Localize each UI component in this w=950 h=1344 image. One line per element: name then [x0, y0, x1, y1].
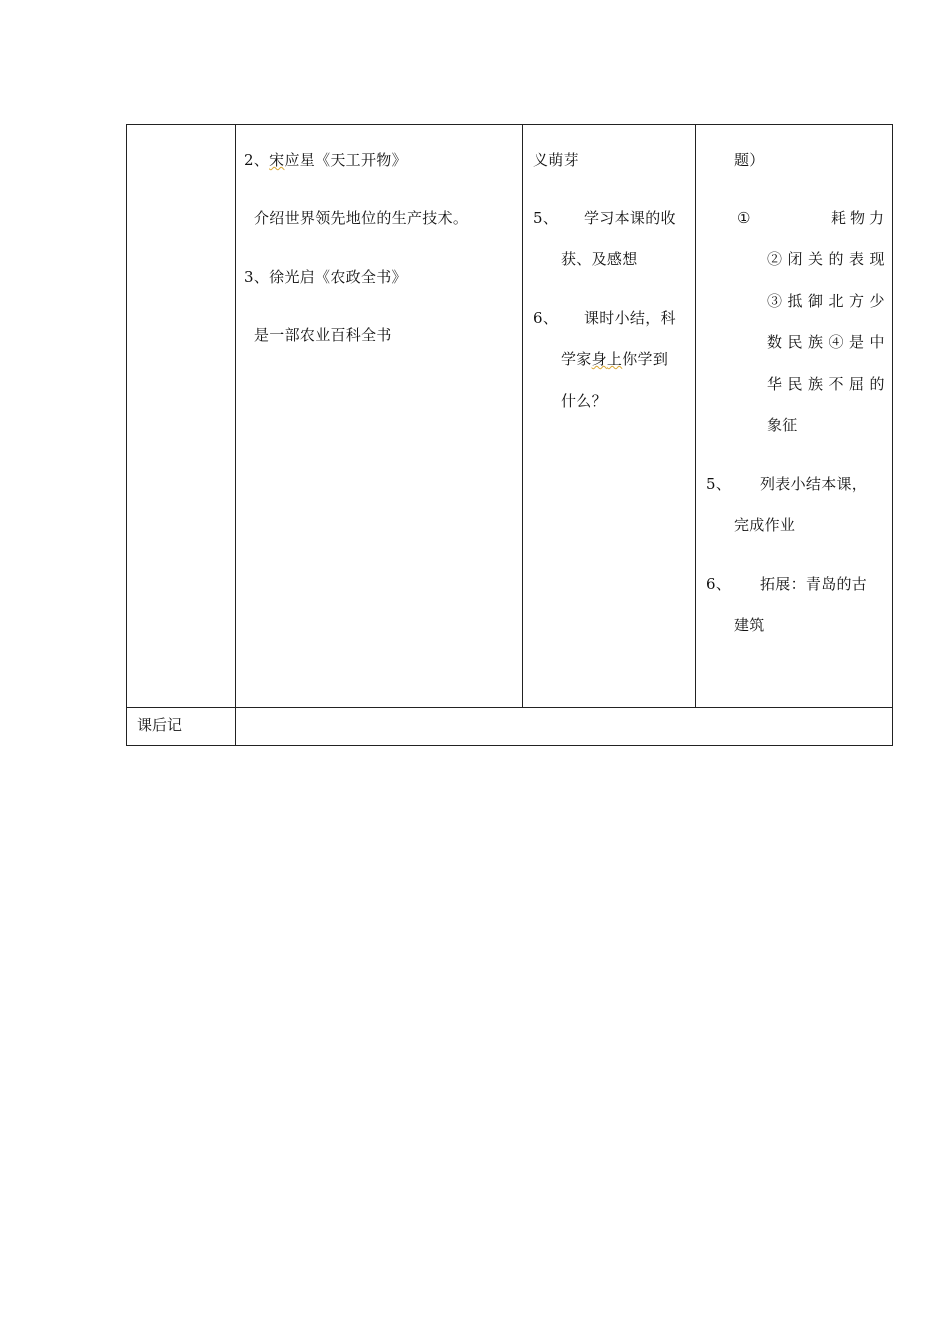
item-2: [244, 150, 407, 170]
item-6-text-end: 什么？: [561, 392, 607, 410]
text-run: 你学到: [622, 350, 669, 368]
continued-text: 题）: [734, 151, 765, 169]
continued-text: 义萌芽: [533, 151, 579, 169]
item-3: 3、徐光启《农政全书》: [244, 268, 407, 286]
circled-2-line: ②闭关的表现: [767, 250, 891, 268]
item-5-text-cont: 完成作业: [734, 516, 796, 534]
item-6-text: 拓展：青岛的古: [760, 575, 868, 593]
notes-content-cell: [236, 708, 893, 746]
item-5-number: 5、: [533, 209, 559, 227]
circled-6-line: 象征: [767, 416, 798, 434]
item-6-text: 课时小结，科: [584, 309, 676, 327]
item-6-number: 6、: [706, 575, 732, 593]
item-5-number: 5、: [706, 475, 732, 493]
circled-5-line: 华民族不屈的: [767, 375, 891, 393]
item-5-text-cont: 获、及感想: [561, 250, 638, 268]
content-cell-knowledge: [236, 125, 523, 708]
circled-3-line: ③抵御北方少: [767, 292, 891, 310]
text-run: 身: [591, 350, 607, 368]
item-3-description: 是一部农业百科全书: [254, 326, 392, 344]
table-row: [127, 708, 893, 746]
item-6-number: 6、: [533, 309, 559, 327]
notes-label-cell: [127, 708, 236, 746]
content-cell-notes: [696, 125, 893, 708]
item-number: 2、: [244, 151, 270, 169]
lesson-plan-table: [126, 124, 893, 746]
circled-1-text: 耗物力: [831, 209, 889, 227]
table-row: [127, 125, 893, 708]
text-run: 学家: [561, 350, 592, 368]
item-5-text: 学习本课的收: [584, 209, 676, 227]
item-2-description: 介绍世界领先地位的生产技术。: [254, 209, 469, 227]
circled-1: ①: [737, 209, 751, 227]
text-run: 上: [606, 350, 623, 368]
item-text: 宋: [269, 151, 285, 169]
circled-4-line: 数民族④是中: [767, 333, 891, 351]
notes-label: 课后记: [137, 716, 183, 734]
label-cell: [127, 125, 236, 708]
item-text: 应星《天工开物》: [284, 151, 407, 169]
item-6-text-cont: 建筑: [734, 616, 765, 634]
item-5-text: 列表小结本课，: [760, 475, 868, 493]
item-6-text-cont: [561, 349, 668, 369]
content-cell-activities: [523, 125, 696, 708]
